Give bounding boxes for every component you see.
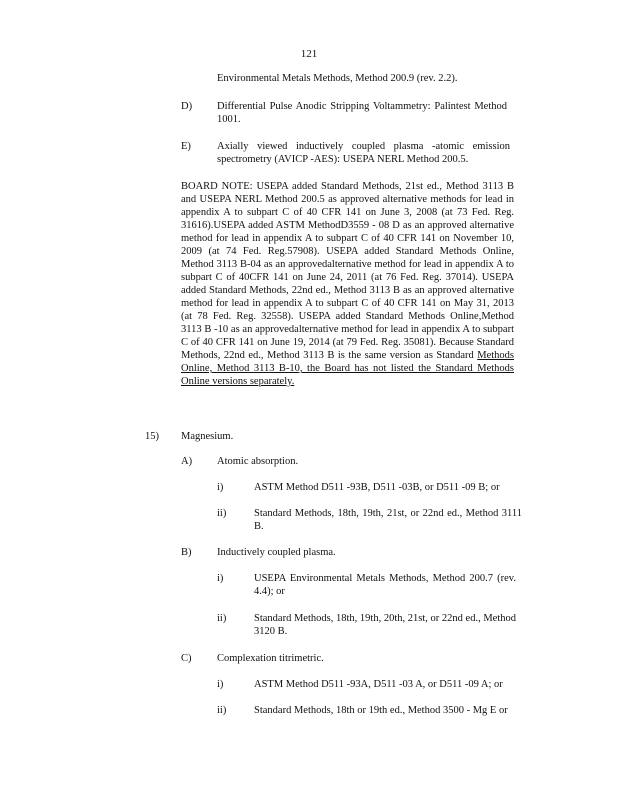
subitem-c-text: Complexation titrimetric. bbox=[217, 653, 324, 664]
subitem-b-ii-label: ii) bbox=[217, 613, 227, 624]
subitem-c-ii-label: ii) bbox=[217, 705, 227, 716]
subitem-c-i-label: i) bbox=[217, 679, 224, 690]
subitem-c-label: C) bbox=[181, 653, 192, 664]
section-15-label: 15) bbox=[145, 431, 159, 442]
subitem-a-label: A) bbox=[181, 456, 193, 467]
board-note bbox=[181, 180, 514, 388]
subitem-c-i-text: ASTM Method D511 -93A, D511 -03 A, or D511 -09 A; or bbox=[254, 679, 503, 690]
board-note-text: BOARD NOTE: USEPA added Standard Methods, 21st ed., Method 3113 B and USEPA NERL Method 200.5 as approved alternative methods for lead in appendix A to subpart C of 40 CFR 141 on June 3, 2008 (at 73 Fed. Reg. 31616).USEPA added ASTM MethodD3559 - 08 D as an approved alternative method for lead in appendix A to subpart C of 40 CFR 141 on November 10, 2009 (at 74 Fed. Reg.57908). USEPA added Standard Methods Online, Method 3113 B-04 as an approvedalternative method for lead in appendix A to subpart C of 40CFR 141 on June 24, 2011 (at 76 Fed. Reg. 37014). USEPA added Standard Methods, 22nd ed., Method 3113 B as an approved alternative method for lead in appendix A to subpart C of 40 CFR 141 on May 31, 2013 (at 78 Fed. Reg. 32558). USEPA added Standard Methods Online,Method 3113 B -10 as an approvedalternative method for lead in appendix A to subpart C of 40 CFR 141 on June 19, 2014 (at 79 Fed. Reg. 35081). Because Standard Methods, 22nd ed., Method 3113 B is the same version as Standard bbox=[181, 181, 514, 361]
subitem-b-text: Inductively coupled plasma. bbox=[217, 547, 336, 558]
subitem-a-ii-label: ii) bbox=[217, 508, 227, 519]
top-continuation-text: Environmental Metals Methods, Method 200.9 (rev. 2.2). bbox=[217, 73, 458, 84]
subitem-b-i-text: USEPA Environmental Metals Methods, Method 200.7 (rev. 4.4); or bbox=[254, 573, 516, 597]
section-15-title: Magnesium. bbox=[181, 431, 234, 442]
page-number: 121 bbox=[300, 48, 318, 60]
subitem-a-text: Atomic absorption. bbox=[217, 456, 299, 467]
subitem-a-i-label: i) bbox=[217, 482, 224, 493]
subitem-c-ii-text: Standard Methods, 18th or 19th ed., Method 3500 - Mg E or bbox=[254, 705, 508, 716]
subitem-b-label: B) bbox=[181, 547, 192, 558]
item-d-text: Differential Pulse Anodic Stripping Voltammetry: Palintest Method 1001. bbox=[217, 101, 507, 125]
board-note-underlined-text: Methods Online, Method 3113 B-10, the Board has not listed the Standard Methods Online versions separately. bbox=[181, 350, 514, 387]
subitem-a-ii-text: Standard Methods, 18th, 19th, 21st, or 22nd ed., Method 3111 B. bbox=[254, 508, 522, 532]
item-e-text: Axially viewed inductively coupled plasma -atomic emission spectrometry (AVICP -AES): USEPA NERL Method 200.5. bbox=[217, 141, 510, 165]
subitem-b-ii-text: Standard Methods, 18th, 19th, 20th, 21st, or 22nd ed., Method 3120 B. bbox=[254, 613, 516, 637]
item-d-label: D) bbox=[181, 101, 193, 112]
item-e-label: E) bbox=[181, 141, 191, 152]
subitem-b-i-label: i) bbox=[217, 573, 224, 584]
subitem-a-i-text: ASTM Method D511 -93B, D511 -03B, or D511 -09 B; or bbox=[254, 482, 500, 493]
